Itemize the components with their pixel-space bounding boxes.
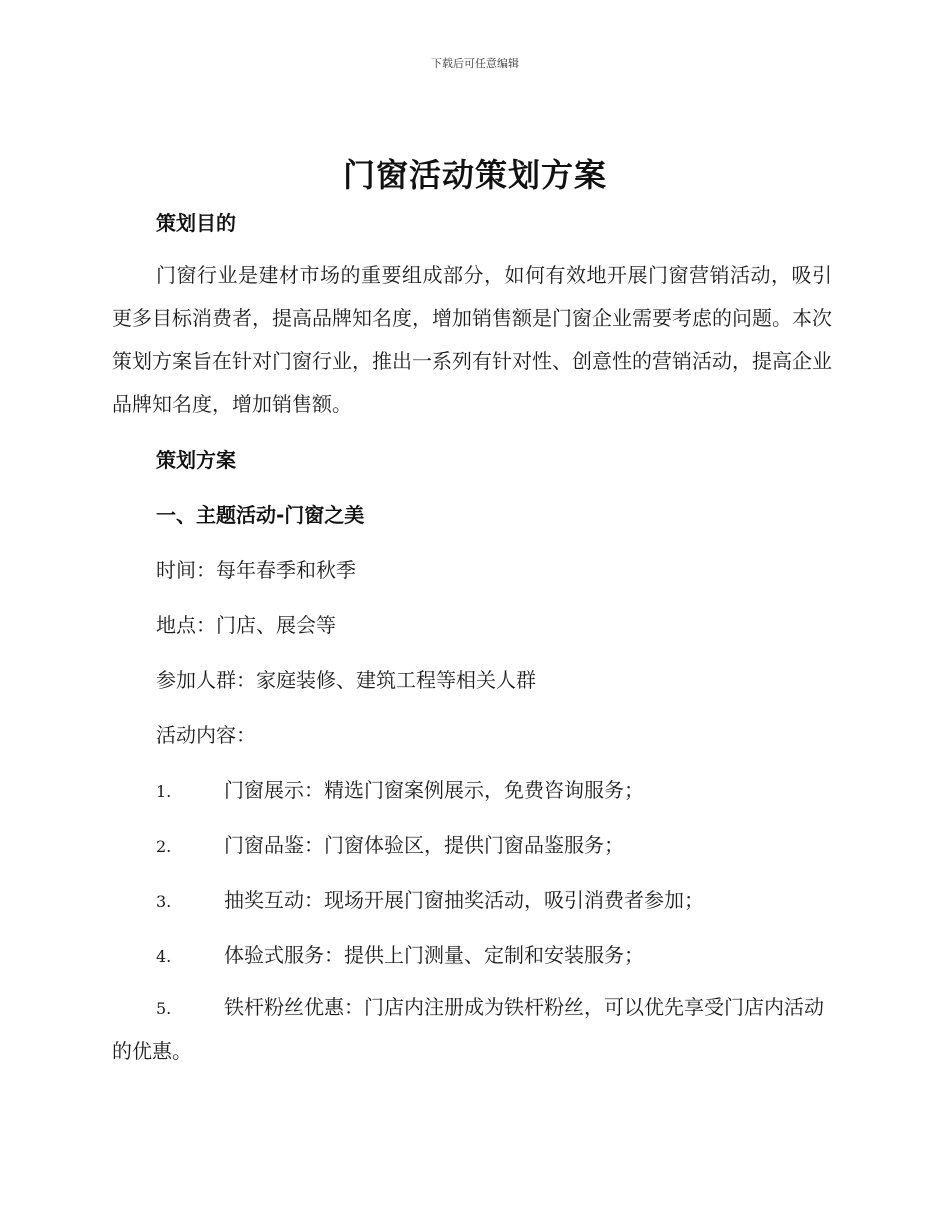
activity-place: 地点：门店、展会等 — [156, 613, 336, 637]
list-item-text: 体验式服务：提供上门测量、定制和安装服务； — [224, 943, 644, 967]
list-item-text: 铁杆粉丝优惠：门店内注册成为铁杆粉丝，可以优先享受门店内活动的优惠。 — [112, 995, 824, 1063]
list-item-number: 1. — [156, 782, 172, 801]
list-item-number: 2. — [156, 837, 172, 856]
list-item-text: 抽奖互动：现场开展门窗抽奖活动，吸引消费者参加； — [224, 888, 704, 912]
list-item — [156, 829, 624, 858]
list-item — [156, 774, 644, 803]
list-item-text: 门窗展示：精选门窗案例展示，免费咨询服务； — [224, 778, 644, 802]
list-item — [112, 986, 832, 1073]
document-title: 门窗活动策划方案 — [342, 156, 607, 194]
list-item-number: 3. — [156, 892, 172, 911]
activity-heading: 一、主题活动-门窗之美 — [156, 503, 365, 527]
list-item-number: 5. — [156, 999, 172, 1018]
section-heading-purpose: 策划目的 — [156, 211, 236, 235]
list-item — [156, 939, 644, 968]
section-heading-plan: 策划方案 — [156, 448, 236, 472]
header-note: 下载后可任意编辑 — [431, 57, 519, 70]
activity-content-label: 活动内容： — [156, 723, 256, 747]
list-item — [156, 884, 704, 913]
activity-audience: 参加人群：家庭装修、建筑工程等相关人群 — [156, 668, 536, 692]
purpose-paragraph: 门窗行业是建材市场的重要组成部分，如何有效地开展门窗营销活动，吸引更多目标消费者，提高品牌知名度，增加销售额是门窗企业需要考虑的问题。本次策划方案旨在针对门窗行业，推出一系列有针对性、创意性的营销活动，提高企业品牌知名度，增加销售额。 — [112, 263, 832, 416]
list-item-number: 4. — [156, 947, 172, 966]
activity-time: 时间：每年春季和秋季 — [156, 558, 356, 582]
list-item-text: 门窗品鉴：门窗体验区，提供门窗品鉴服务； — [224, 833, 624, 857]
